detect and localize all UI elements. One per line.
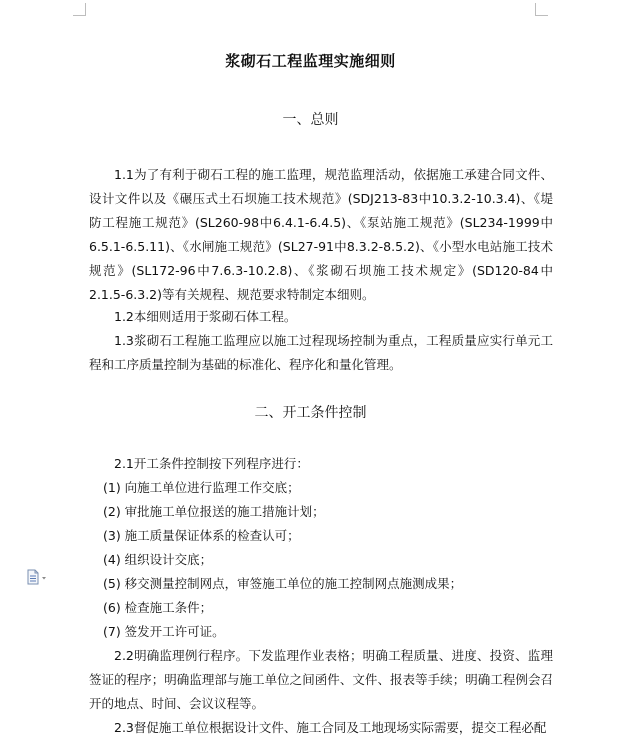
list-item: (6) 检查施工条件； xyxy=(103,600,213,615)
paragraph-1-3: 1.3浆砌石工程施工监理应以施工过程现场控制为重点，工程质量应实行单元工程和工序质量控制为基础的标准化、程序化和量化管理。 xyxy=(89,333,553,372)
paragraph-2-1: 2.1开工条件控制按下列程序进行： xyxy=(114,456,309,471)
list-item: (5) 移交测量控制网点，审签施工单位的施工控制网点施测成果； xyxy=(103,576,463,591)
procedure-list xyxy=(89,476,553,644)
list-item: (1) 向施工单位进行监理工作交底； xyxy=(103,480,300,495)
paragraph-1-1: 1.1为了有利于砌石工程的施工监理，规范监理活动，依据施工承建合同文件、设计文件以及《碾压式土石坝施工技术规范》(SDJ213-83中10.3.2-10.3.4)、《堤防工程施工规范》(SL260-98中6.4.1-6.4.5)、《泵站施工规范》(SL234-1999中6.5.1-6.5.11)、《水闸施工规范》(SL27-91中8.3.2-8.5.2)、《小型水电站施工技术规范》(SL172-96中7.6.3-10.2.8)、《浆砌石坝施工技术规定》(SD120-84中2.1.5-6.3.2)等有关规程、规范要求特制定本细则。 xyxy=(89,167,553,302)
page-corner-mark-left xyxy=(73,3,86,16)
paragraph-2-2: 2.2明确监理例行程序。下发监理作业表格；明确工程质量、进度、投资、监理签证的程序；明确监理部与施工单位之间函件、文件、报表等手续；明确工程例会召开的地点、时间、会议议程等。 xyxy=(89,648,553,711)
section-heading-start-conditions: 二、开工条件控制 xyxy=(254,405,367,421)
list-item: (4) 组织设计交底； xyxy=(103,552,213,567)
list-item: (2) 审批施工单位报送的施工措施计划； xyxy=(103,504,325,519)
list-item: (3) 施工质量保证体系的检查认可； xyxy=(103,528,300,543)
list-item: (7) 签发开工许可证。 xyxy=(103,624,225,639)
paragraph-2-3: 2.3督促施工单位根据设计文件、施工合同及工地现场实际需要，提交工程必配 xyxy=(114,720,547,735)
document-title: 浆砌石工程监理实施细则 xyxy=(225,52,396,70)
page-corner-mark-right xyxy=(535,3,548,16)
document-icon[interactable] xyxy=(26,569,48,585)
paragraph-1-2: 1.2本细则适用于浆砌石体工程。 xyxy=(114,309,297,324)
section-heading-general: 一、总则 xyxy=(282,112,339,128)
